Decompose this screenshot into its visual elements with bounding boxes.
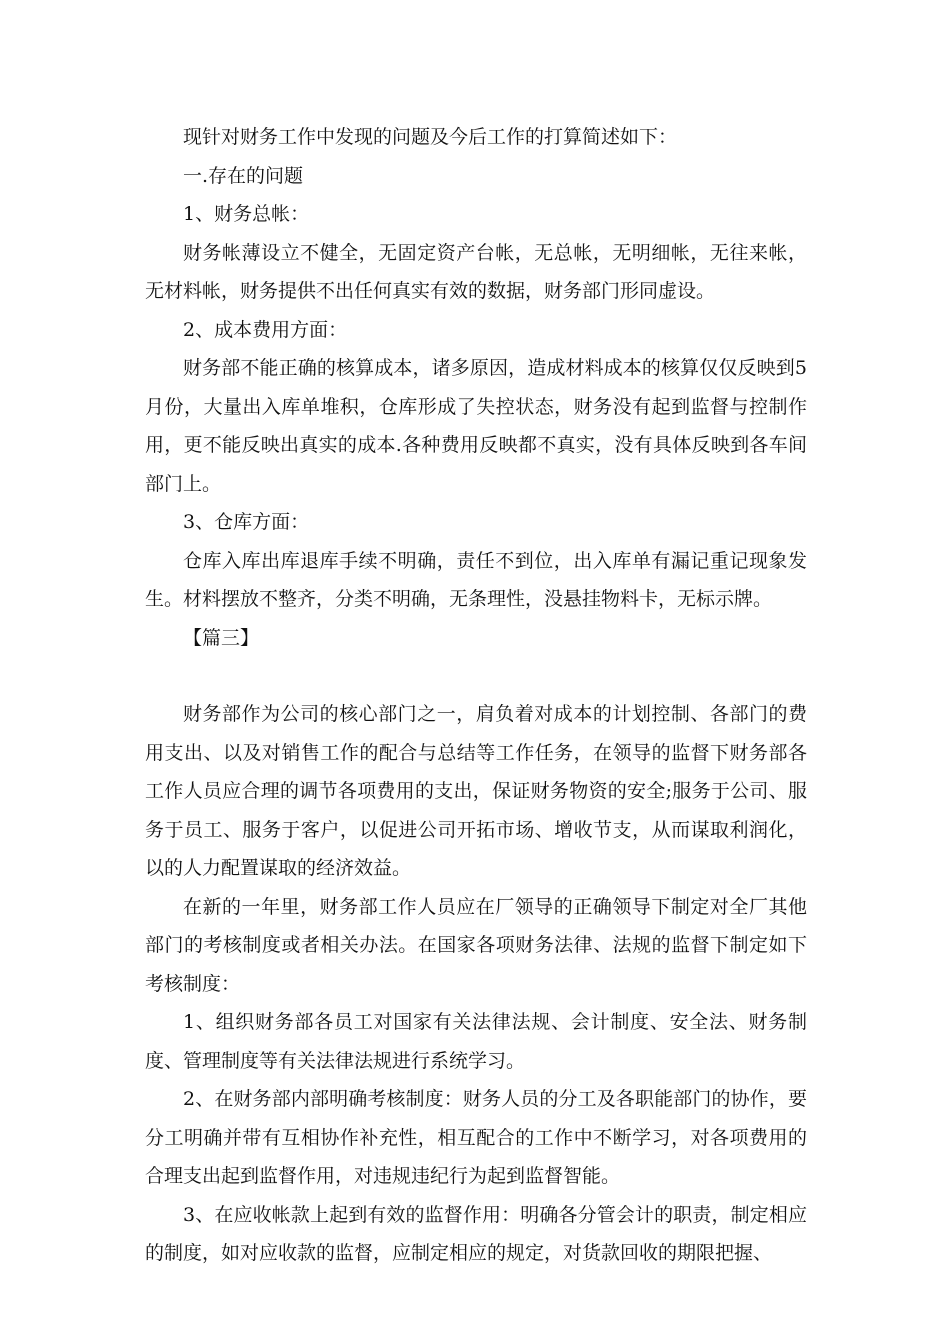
section-heading-problems: 一.存在的问题 <box>183 164 304 187</box>
body-paragraph: 财务部不能正确的核算成本，诸多原因，造成材料成本的核算仅仅反映到5月份，大量出入库单堆积，仓库形成了失控状态，财务没有起到监督与控制作用，更不能反映出真实的成本.各种费用反映都不真实，没有具体反映到各车间部门上。 <box>145 357 807 495</box>
body-paragraph: 财务部作为公司的核心部门之一，肩负着对成本的计划控制、各部门的费用支出、以及对销售工作的配合与总结等工作任务，在领导的监督下财务部各工作人员应合理的调节各项费用的支出，保证财务物资的安全;服务于公司、服务于员工、服务于客户，以促进公司开拓市场、增收节支，从而谋取利润化，以的人力配置谋取的经济效益。 <box>145 703 807 879</box>
body-paragraph: 在新的一年里，财务部工作人员应在厂领导的正确领导下制定对全厂其他部门的考核制度或者相关办法。在国家各项财务法律、法规的监督下制定如下考核制度： <box>145 895 807 995</box>
document-body <box>145 118 807 1273</box>
body-paragraph: 财务帐薄设立不健全，无固定资产台帐，无总帐，无明细帐，无往来帐，无材料帐，财务提供不出任何真实有效的数据，财务部门形同虚设。 <box>145 241 807 302</box>
subheading-warehouse: 3、仓库方面： <box>183 511 310 533</box>
list-item: 1、组织财务部各员工对国家有关法律法规、会计制度、安全法、财务制度、管理制度等有关法律法规进行系统学习。 <box>145 1011 807 1072</box>
body-paragraph: 仓库入库出库退库手续不明确，责任不到位，出入库单有漏记重记现象发生。材料摆放不整齐，分类不明确，无条理性，没悬挂物料卡，无标示牌。 <box>145 549 807 610</box>
intro-paragraph: 现针对财务工作中发现的问题及今后工作的打算简述如下： <box>183 126 678 148</box>
list-item: 2、在财务部内部明确考核制度：财务人员的分工及各职能部门的协作，要分工明确并带有互相协作补充性，相互配合的工作中不断学习，对各项费用的合理支出起到监督作用，对违规违纪行为起到监督智能。 <box>145 1088 807 1187</box>
subheading-cost-expense: 2、成本费用方面： <box>183 318 348 341</box>
subheading-general-ledger: 1、财务总帐： <box>183 203 310 225</box>
list-item: 3、在应收帐款上起到有效的监督作用：明确各分管会计的职责，制定相应的制度，如对应收款的监督，应制定相应的规定，对货款回收的期限把握、 <box>145 1203 807 1264</box>
section-marker-part-three: 【篇三】 <box>183 626 260 649</box>
